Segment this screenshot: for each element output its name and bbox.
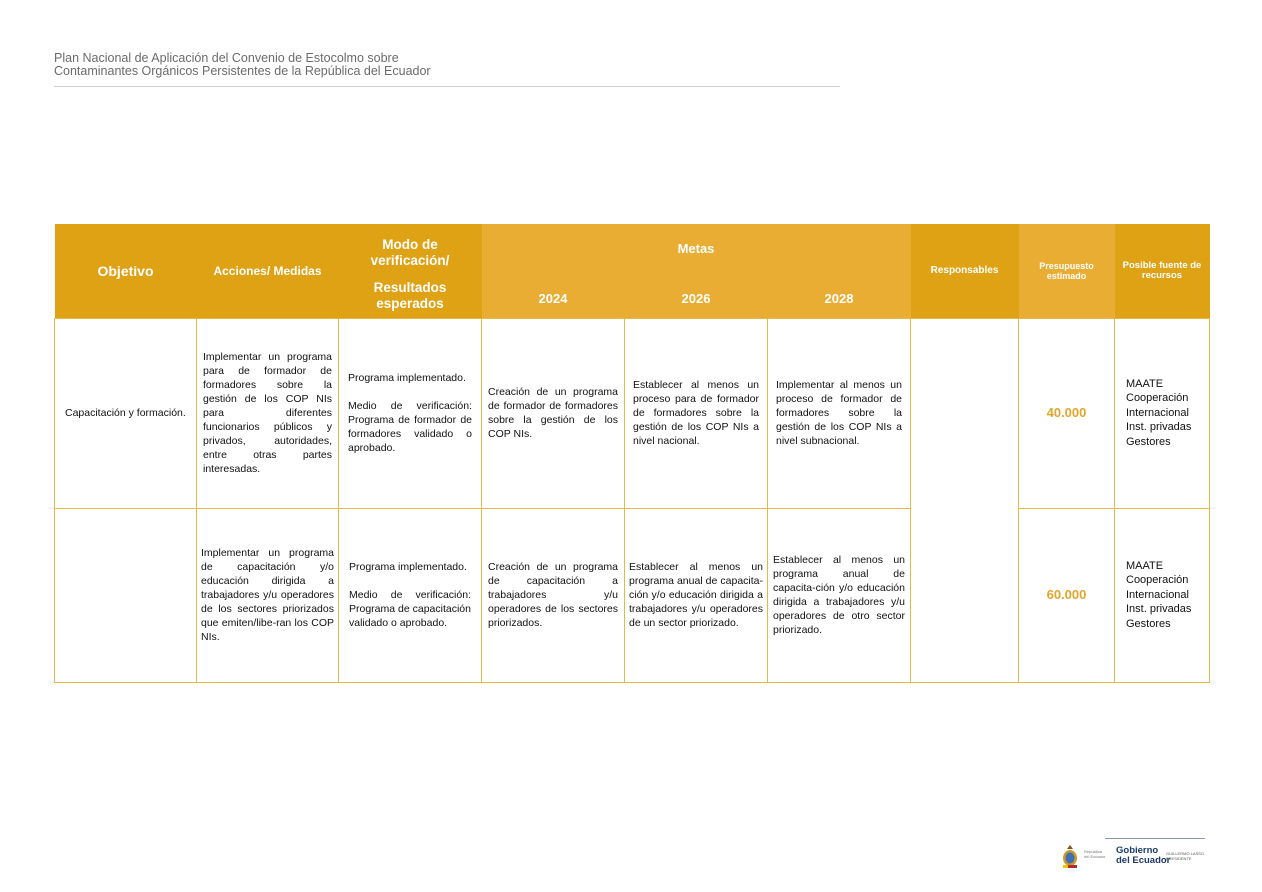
presidente-label: GUILLERMO LASSO PRESIDENTE	[1166, 851, 1205, 861]
fuente-item: Gestores	[1126, 435, 1171, 448]
header-fuente	[1115, 224, 1210, 318]
cell-meta-2024: Creación de un programa de capacitación a trabajadores y/u operadores de los sectores priorizados.	[482, 508, 625, 682]
table-row	[55, 508, 1210, 682]
header-year-2024: 2024	[482, 273, 625, 318]
gobierno-logo	[1116, 846, 1170, 866]
document-title-line1: Plan Nacional de Aplicación del Convenio de Estocolmo sobre	[54, 51, 399, 65]
header-modo-verificacion	[339, 224, 482, 273]
coat-of-arms-icon	[1060, 844, 1080, 870]
header-year-2026: 2026	[625, 273, 768, 318]
cell-presupuesto: 40.000	[1019, 318, 1115, 508]
header-resultados-esperados	[339, 273, 482, 318]
fuente-item: Internacional	[1126, 588, 1189, 601]
document-header	[54, 52, 840, 78]
cell-modo-resultado: Programa implementado.	[348, 372, 466, 384]
fuente-item: Cooperación	[1126, 574, 1189, 587]
cell-meta-2026: Establecer al menos un programa anual de capacita-ción y/o educación dirigida a trabajadores y/u operadores de un sector priorizado.	[625, 508, 768, 682]
footer-divider	[1105, 838, 1205, 839]
header-modo-line2: verificación/	[370, 253, 450, 268]
cell-acciones: Implementar un programa de capacitación y/o educación dirigida a trabajadores y/u operadores de los sectores priorizados que emiten/libe-ran los COP NIs.	[197, 508, 339, 682]
header-acciones: Acciones/ Medidas	[197, 224, 339, 318]
header-presupuesto	[1019, 224, 1115, 318]
gobierno-logo-line1: Gobierno	[1116, 845, 1159, 856]
cell-meta-2024: Creación de un programa de formador de formadores sobre la gestión de los COP NIs.	[482, 318, 625, 508]
action-plan-table	[54, 224, 1209, 682]
cell-fuentes	[1115, 318, 1210, 508]
republica-label: República del Ecuador	[1084, 849, 1106, 859]
header-metas: Metas	[482, 224, 911, 273]
cell-objetivo	[55, 508, 197, 682]
header-divider	[54, 86, 840, 87]
header-fuente-line1: Posible fuente de	[1122, 259, 1202, 271]
header-objetivo: Objetivo	[55, 224, 197, 318]
cell-meta-2026: Establecer al menos un proceso para de formador de formadores sobre la gestión de los COP NIs a nivel nacional.	[625, 318, 768, 508]
cell-modo-medio: Medio de verificación: Programa de formador de formadores validado o aprobado.	[348, 400, 472, 454]
cell-modo-verificacion	[339, 508, 482, 682]
cell-meta-2028: Implementar al menos un proceso de formador de formadores sobre la gestión de los COP NIs a nivel subnacional.	[768, 318, 911, 508]
header-year-2028: 2028	[768, 273, 911, 318]
fuente-item: MAATE	[1126, 559, 1164, 572]
fuente-item: Internacional	[1126, 406, 1189, 419]
header-presupuesto-line1: Presupuesto	[1039, 260, 1094, 271]
header-responsables: Responsables	[911, 224, 1019, 318]
cell-presupuesto: 60.000	[1019, 508, 1115, 682]
fuente-item: Cooperación	[1126, 392, 1189, 405]
cell-fuentes	[1115, 508, 1210, 682]
cell-modo-medio: Medio de verificación: Programa de capacitación validado o aprobado.	[349, 589, 471, 629]
header-fuente-line2: recursos	[1141, 269, 1183, 281]
header-modo-line1: Modo de	[382, 237, 438, 252]
header-resultados-line2: esperados	[376, 296, 444, 311]
cell-responsables	[911, 318, 1019, 682]
government-footer	[1058, 836, 1208, 872]
cell-modo-verificacion	[339, 318, 482, 508]
fuente-item: Inst. privadas	[1126, 421, 1192, 434]
fuente-item: MAATE	[1126, 377, 1164, 390]
document-title-line2: Contaminantes Orgánicos Persistentes de la República del Ecuador	[54, 64, 431, 78]
fuente-item: Gestores	[1126, 617, 1171, 630]
cell-meta-2028: Establecer al menos un programa anual de capacita-ción y/o educación dirigida a trabajadores y/u operadores de otro sector priorizado.	[768, 508, 911, 682]
cell-modo-resultado: Programa implementado.	[349, 561, 467, 573]
fuente-item: Inst. privadas	[1126, 603, 1192, 616]
table-row	[55, 318, 1210, 508]
cell-acciones: Implementar un programa para de formador de formadores sobre la gestión de los COP NIs para diferentes funcionarios públicos y privados, autoridades, entre otras partes interesadas.	[197, 318, 339, 508]
gobierno-logo-line2: del Ecuador	[1116, 855, 1171, 866]
header-resultados-line1: Resultados	[373, 280, 447, 295]
cell-objetivo: Capacitación y formación.	[55, 318, 197, 508]
header-presupuesto-line2: estimado	[1046, 270, 1087, 281]
